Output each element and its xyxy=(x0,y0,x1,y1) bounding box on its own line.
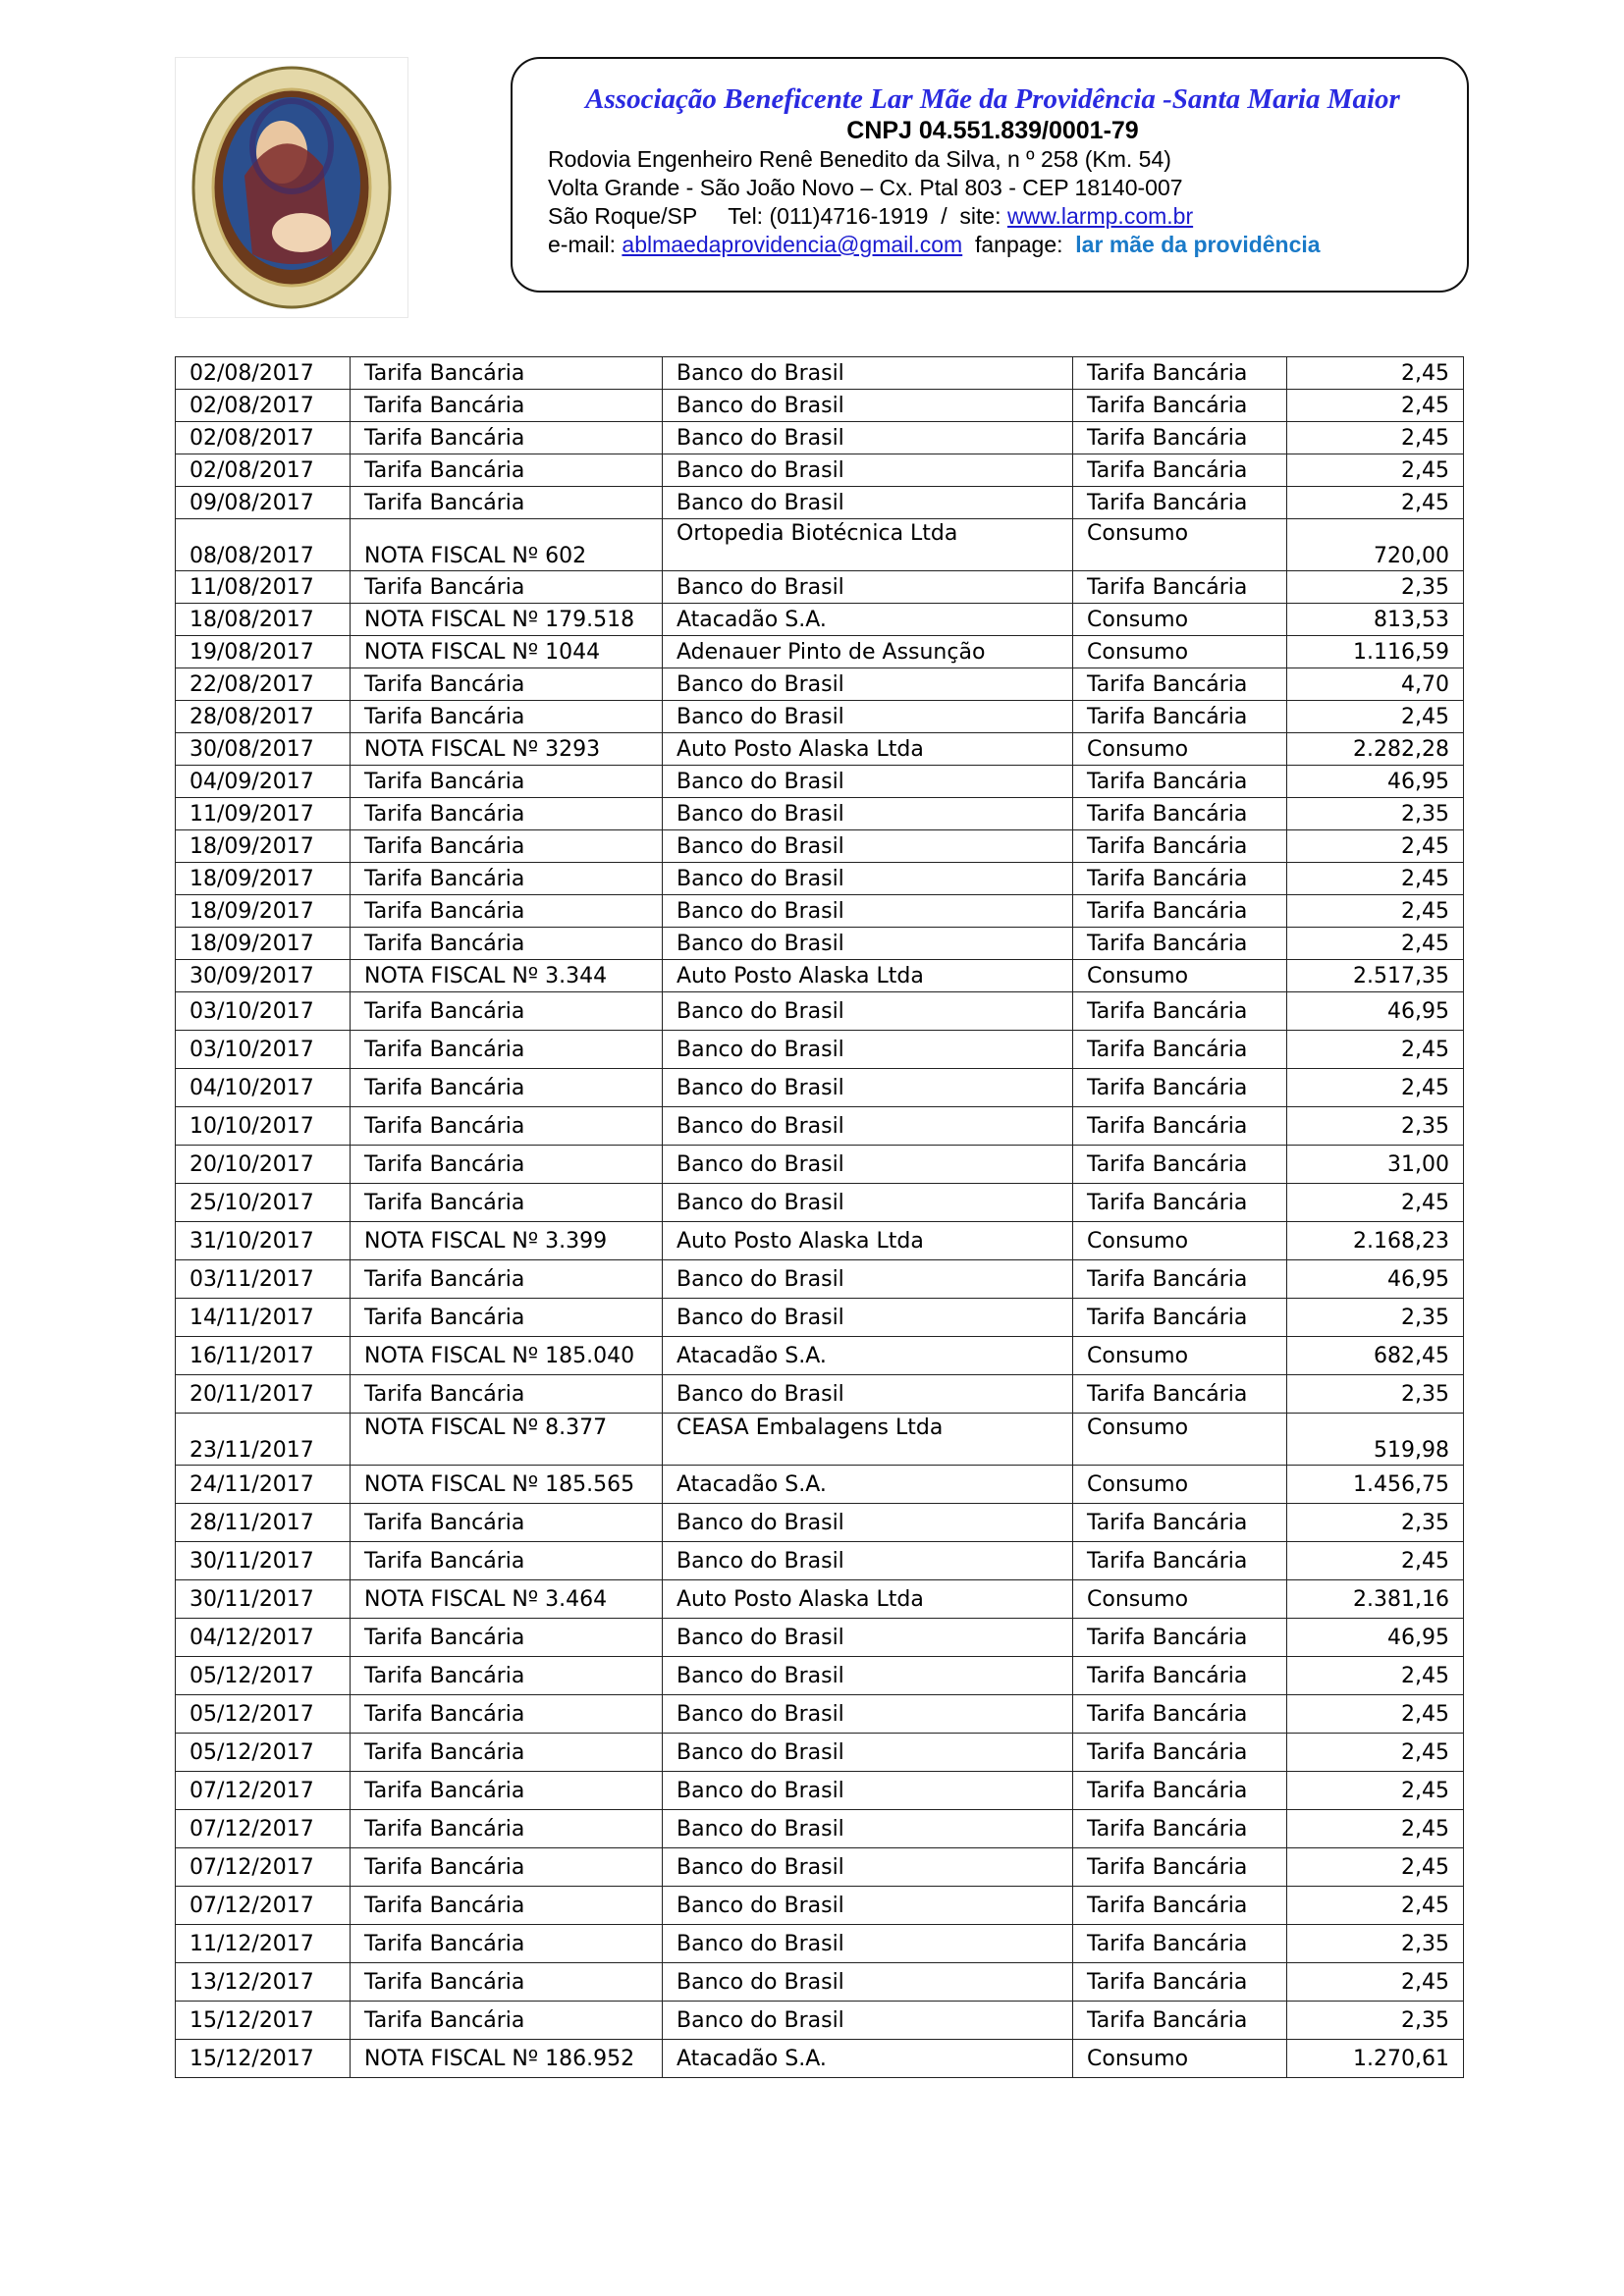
email-label: e-mail: xyxy=(548,232,623,257)
row-amount: 2,45 xyxy=(1287,1887,1464,1925)
row-document: Tarifa Bancária xyxy=(351,830,663,863)
row-date: 18/09/2017 xyxy=(176,863,351,895)
row-document: Tarifa Bancária xyxy=(351,422,663,454)
table-row xyxy=(176,487,1464,519)
row-category: Tarifa Bancária xyxy=(1073,1146,1287,1184)
row-category: Consumo xyxy=(1073,519,1287,571)
row-amount: 2,45 xyxy=(1287,1848,1464,1887)
row-party: Banco do Brasil xyxy=(663,798,1073,830)
table-row xyxy=(176,390,1464,422)
row-amount: 1.116,59 xyxy=(1287,636,1464,668)
row-category: Consumo xyxy=(1073,1337,1287,1375)
row-category: Consumo xyxy=(1073,604,1287,636)
table-row xyxy=(176,766,1464,798)
row-date: 03/10/2017 xyxy=(176,1031,351,1069)
row-document: Tarifa Bancária xyxy=(351,1504,663,1542)
row-document: Tarifa Bancária xyxy=(351,992,663,1031)
table-row xyxy=(176,1695,1464,1734)
row-date: 07/12/2017 xyxy=(176,1848,351,1887)
table-row xyxy=(176,636,1464,668)
row-party: Banco do Brasil xyxy=(663,1107,1073,1146)
row-party: Banco do Brasil xyxy=(663,1695,1073,1734)
row-party: Banco do Brasil xyxy=(663,487,1073,519)
table-row xyxy=(176,1963,1464,2002)
table-row xyxy=(176,422,1464,454)
row-document: Tarifa Bancária xyxy=(351,390,663,422)
table-row xyxy=(176,1657,1464,1695)
row-amount: 2,45 xyxy=(1287,1184,1464,1222)
row-date: 25/10/2017 xyxy=(176,1184,351,1222)
row-category: Tarifa Bancária xyxy=(1073,1299,1287,1337)
table-row xyxy=(176,733,1464,766)
row-date: 15/12/2017 xyxy=(176,2040,351,2078)
row-party: Banco do Brasil xyxy=(663,1963,1073,2002)
row-date: 30/11/2017 xyxy=(176,1580,351,1619)
row-party: Banco do Brasil xyxy=(663,1504,1073,1542)
table-row xyxy=(176,1810,1464,1848)
row-party: Banco do Brasil xyxy=(663,1184,1073,1222)
row-date: 11/12/2017 xyxy=(176,1925,351,1963)
table-row xyxy=(176,928,1464,960)
row-document: Tarifa Bancária xyxy=(351,1146,663,1184)
table-row xyxy=(176,1925,1464,1963)
row-date: 22/08/2017 xyxy=(176,668,351,701)
table-row xyxy=(176,1031,1464,1069)
row-date: 07/12/2017 xyxy=(176,1887,351,1925)
row-category: Tarifa Bancária xyxy=(1073,1619,1287,1657)
fanpage-name[interactable]: lar mãe da providência xyxy=(1075,232,1321,257)
row-category: Tarifa Bancária xyxy=(1073,1848,1287,1887)
table-row xyxy=(176,668,1464,701)
table-row xyxy=(176,1734,1464,1772)
row-amount: 2,45 xyxy=(1287,1810,1464,1848)
row-party: Banco do Brasil xyxy=(663,1734,1073,1772)
row-date: 04/12/2017 xyxy=(176,1619,351,1657)
row-category: Tarifa Bancária xyxy=(1073,928,1287,960)
row-party: Banco do Brasil xyxy=(663,2002,1073,2040)
row-category: Consumo xyxy=(1073,1222,1287,1260)
row-document: NOTA FISCAL Nº 602 xyxy=(351,519,663,571)
site-link[interactable]: www.larmp.com.br xyxy=(1006,203,1194,229)
row-party: Banco do Brasil xyxy=(663,1299,1073,1337)
row-document: Tarifa Bancária xyxy=(351,895,663,928)
table-row xyxy=(176,1375,1464,1414)
row-party: Auto Posto Alaska Ltda xyxy=(663,1580,1073,1619)
row-document: NOTA FISCAL Nº 3.464 xyxy=(351,1580,663,1619)
row-amount: 2,45 xyxy=(1287,1734,1464,1772)
organization-name: Associação Beneficente Lar Mãe da Providência -Santa Maria Maior xyxy=(585,83,1400,115)
row-amount: 2.381,16 xyxy=(1287,1580,1464,1619)
row-amount: 2,45 xyxy=(1287,487,1464,519)
row-amount: 2,35 xyxy=(1287,1107,1464,1146)
row-document: Tarifa Bancária xyxy=(351,1069,663,1107)
row-amount: 2,35 xyxy=(1287,798,1464,830)
table-row xyxy=(176,519,1464,571)
row-document: Tarifa Bancária xyxy=(351,1695,663,1734)
address-line-1: Rodovia Engenheiro Renê Benedito da Silva, n º 258 (Km. 54) xyxy=(548,146,1171,172)
row-category: Tarifa Bancária xyxy=(1073,830,1287,863)
row-amount: 2,45 xyxy=(1287,1963,1464,2002)
row-party: Banco do Brasil xyxy=(663,928,1073,960)
row-party: Banco do Brasil xyxy=(663,1619,1073,1657)
row-date: 18/09/2017 xyxy=(176,830,351,863)
row-category: Tarifa Bancária xyxy=(1073,390,1287,422)
row-category: Tarifa Bancária xyxy=(1073,1542,1287,1580)
row-document: NOTA FISCAL Nº 8.377 xyxy=(351,1414,663,1466)
row-date: 11/09/2017 xyxy=(176,798,351,830)
row-party: Banco do Brasil xyxy=(663,390,1073,422)
row-document: NOTA FISCAL Nº 3.399 xyxy=(351,1222,663,1260)
row-party: Banco do Brasil xyxy=(663,668,1073,701)
table-row xyxy=(176,1542,1464,1580)
row-party: Banco do Brasil xyxy=(663,1887,1073,1925)
row-category: Tarifa Bancária xyxy=(1073,422,1287,454)
row-amount: 2,35 xyxy=(1287,1925,1464,1963)
row-party: Banco do Brasil xyxy=(663,1031,1073,1069)
row-amount: 4,70 xyxy=(1287,668,1464,701)
row-date: 03/11/2017 xyxy=(176,1260,351,1299)
row-amount: 46,95 xyxy=(1287,766,1464,798)
table-row xyxy=(176,1887,1464,1925)
table-row xyxy=(176,798,1464,830)
row-date: 11/08/2017 xyxy=(176,571,351,604)
table-row xyxy=(176,1146,1464,1184)
row-document: Tarifa Bancária xyxy=(351,1299,663,1337)
row-party: Banco do Brasil xyxy=(663,1810,1073,1848)
row-document: NOTA FISCAL Nº 179.518 xyxy=(351,604,663,636)
table-row xyxy=(176,1772,1464,1810)
row-document: NOTA FISCAL Nº 186.952 xyxy=(351,2040,663,2078)
row-category: Tarifa Bancária xyxy=(1073,1695,1287,1734)
row-date: 07/12/2017 xyxy=(176,1772,351,1810)
row-document: Tarifa Bancária xyxy=(351,863,663,895)
row-category: Tarifa Bancária xyxy=(1073,766,1287,798)
row-party: Banco do Brasil xyxy=(663,1146,1073,1184)
row-party: Adenauer Pinto de Assunção xyxy=(663,636,1073,668)
row-amount: 46,95 xyxy=(1287,1619,1464,1657)
row-amount: 2,35 xyxy=(1287,571,1464,604)
row-amount: 2.168,23 xyxy=(1287,1222,1464,1260)
table-row xyxy=(176,1414,1464,1466)
row-document: Tarifa Bancária xyxy=(351,798,663,830)
expenses-table xyxy=(175,356,1464,2078)
row-amount: 2,45 xyxy=(1287,928,1464,960)
row-amount: 2,45 xyxy=(1287,422,1464,454)
row-category: Tarifa Bancária xyxy=(1073,487,1287,519)
row-document: Tarifa Bancária xyxy=(351,1925,663,1963)
row-party: Banco do Brasil xyxy=(663,1925,1073,1963)
expenses-table-body xyxy=(176,357,1464,2078)
row-document: Tarifa Bancária xyxy=(351,454,663,487)
row-category: Tarifa Bancária xyxy=(1073,701,1287,733)
table-row xyxy=(176,895,1464,928)
row-document: Tarifa Bancária xyxy=(351,1657,663,1695)
row-category: Tarifa Bancária xyxy=(1073,992,1287,1031)
row-date: 30/08/2017 xyxy=(176,733,351,766)
row-party: Banco do Brasil xyxy=(663,357,1073,390)
row-document: Tarifa Bancária xyxy=(351,1887,663,1925)
table-row xyxy=(176,863,1464,895)
row-amount: 519,98 xyxy=(1287,1414,1464,1466)
row-category: Tarifa Bancária xyxy=(1073,1657,1287,1695)
row-amount: 2,45 xyxy=(1287,454,1464,487)
table-row xyxy=(176,1069,1464,1107)
row-party: Atacadão S.A. xyxy=(663,1466,1073,1504)
row-category: Tarifa Bancária xyxy=(1073,454,1287,487)
table-row xyxy=(176,1107,1464,1146)
table-row xyxy=(176,1848,1464,1887)
table-row xyxy=(176,357,1464,390)
table-row xyxy=(176,1504,1464,1542)
row-amount: 2,45 xyxy=(1287,863,1464,895)
row-date: 04/10/2017 xyxy=(176,1069,351,1107)
table-row xyxy=(176,1222,1464,1260)
email-fanpage-line xyxy=(548,231,1437,259)
table-row xyxy=(176,830,1464,863)
header-letterhead xyxy=(511,57,1469,293)
row-document: Tarifa Bancária xyxy=(351,1031,663,1069)
row-category: Tarifa Bancária xyxy=(1073,798,1287,830)
row-amount: 2,45 xyxy=(1287,1031,1464,1069)
row-document: Tarifa Bancária xyxy=(351,701,663,733)
row-party: Banco do Brasil xyxy=(663,863,1073,895)
row-document: NOTA FISCAL Nº 185.040 xyxy=(351,1337,663,1375)
row-amount: 46,95 xyxy=(1287,1260,1464,1299)
row-category: Tarifa Bancária xyxy=(1073,1031,1287,1069)
table-row xyxy=(176,1337,1464,1375)
row-category: Tarifa Bancária xyxy=(1073,895,1287,928)
row-date: 14/11/2017 xyxy=(176,1299,351,1337)
row-party: Banco do Brasil xyxy=(663,1069,1073,1107)
row-date: 20/11/2017 xyxy=(176,1375,351,1414)
table-row xyxy=(176,1466,1464,1504)
row-amount: 2,45 xyxy=(1287,1695,1464,1734)
row-party: Banco do Brasil xyxy=(663,1542,1073,1580)
row-party: Banco do Brasil xyxy=(663,992,1073,1031)
row-document: Tarifa Bancária xyxy=(351,1107,663,1146)
row-document: Tarifa Bancária xyxy=(351,357,663,390)
row-amount: 2,45 xyxy=(1287,701,1464,733)
row-date: 19/08/2017 xyxy=(176,636,351,668)
table-row xyxy=(176,2040,1464,2078)
row-party: Banco do Brasil xyxy=(663,895,1073,928)
row-category: Consumo xyxy=(1073,636,1287,668)
table-row xyxy=(176,571,1464,604)
row-category: Consumo xyxy=(1073,1466,1287,1504)
city-phone-site-line xyxy=(548,202,1437,231)
row-category: Tarifa Bancária xyxy=(1073,1810,1287,1848)
row-party: Atacadão S.A. xyxy=(663,2040,1073,2078)
row-amount: 2,45 xyxy=(1287,357,1464,390)
table-row xyxy=(176,960,1464,992)
row-date: 23/11/2017 xyxy=(176,1414,351,1466)
row-party: Banco do Brasil xyxy=(663,766,1073,798)
row-category: Tarifa Bancária xyxy=(1073,668,1287,701)
row-amount: 1.456,75 xyxy=(1287,1466,1464,1504)
row-party: Banco do Brasil xyxy=(663,701,1073,733)
table-row xyxy=(176,2002,1464,2040)
table-row xyxy=(176,1184,1464,1222)
row-category: Consumo xyxy=(1073,733,1287,766)
row-amount: 2,45 xyxy=(1287,1657,1464,1695)
row-date: 03/10/2017 xyxy=(176,992,351,1031)
row-document: Tarifa Bancária xyxy=(351,1542,663,1580)
row-date: 18/09/2017 xyxy=(176,928,351,960)
row-document: Tarifa Bancária xyxy=(351,1772,663,1810)
row-document: Tarifa Bancária xyxy=(351,1260,663,1299)
row-category: Tarifa Bancária xyxy=(1073,1504,1287,1542)
row-category: Tarifa Bancária xyxy=(1073,1375,1287,1414)
row-document: NOTA FISCAL Nº 3293 xyxy=(351,733,663,766)
row-category: Tarifa Bancária xyxy=(1073,1260,1287,1299)
row-date: 18/09/2017 xyxy=(176,895,351,928)
row-party: Banco do Brasil xyxy=(663,454,1073,487)
fanpage-label: fanpage: xyxy=(962,232,1076,257)
row-date: 28/08/2017 xyxy=(176,701,351,733)
row-party: Banco do Brasil xyxy=(663,1848,1073,1887)
row-date: 05/12/2017 xyxy=(176,1657,351,1695)
row-document: Tarifa Bancária xyxy=(351,1375,663,1414)
table-row xyxy=(176,604,1464,636)
row-amount: 2,35 xyxy=(1287,1375,1464,1414)
row-category: Tarifa Bancária xyxy=(1073,1925,1287,1963)
row-amount: 720,00 xyxy=(1287,519,1464,571)
row-party: Banco do Brasil xyxy=(663,1657,1073,1695)
row-category: Tarifa Bancária xyxy=(1073,1069,1287,1107)
row-party: Banco do Brasil xyxy=(663,1260,1073,1299)
row-party: Atacadão S.A. xyxy=(663,1337,1073,1375)
row-category: Tarifa Bancária xyxy=(1073,1184,1287,1222)
address-line-2: Volta Grande - São João Novo – Cx. Ptal 803 - CEP 18140-007 xyxy=(548,175,1183,200)
row-category: Consumo xyxy=(1073,960,1287,992)
row-party: Auto Posto Alaska Ltda xyxy=(663,733,1073,766)
row-date: 02/08/2017 xyxy=(176,454,351,487)
row-amount: 2,35 xyxy=(1287,1504,1464,1542)
row-amount: 31,00 xyxy=(1287,1146,1464,1184)
row-date: 24/11/2017 xyxy=(176,1466,351,1504)
row-party: Atacadão S.A. xyxy=(663,604,1073,636)
row-amount: 2,45 xyxy=(1287,390,1464,422)
row-party: Banco do Brasil xyxy=(663,1375,1073,1414)
row-date: 16/11/2017 xyxy=(176,1337,351,1375)
row-amount: 2.517,35 xyxy=(1287,960,1464,992)
row-document: Tarifa Bancária xyxy=(351,1848,663,1887)
row-date: 30/11/2017 xyxy=(176,1542,351,1580)
row-date: 09/08/2017 xyxy=(176,487,351,519)
table-row xyxy=(176,1299,1464,1337)
row-date: 31/10/2017 xyxy=(176,1222,351,1260)
row-category: Tarifa Bancária xyxy=(1073,1107,1287,1146)
row-amount: 2,45 xyxy=(1287,1542,1464,1580)
row-amount: 2,35 xyxy=(1287,1299,1464,1337)
row-document: Tarifa Bancária xyxy=(351,571,663,604)
row-document: Tarifa Bancária xyxy=(351,1184,663,1222)
table-row xyxy=(176,1619,1464,1657)
row-party: CEASA Embalagens Ltda xyxy=(663,1414,1073,1466)
row-party: Ortopedia Biotécnica Ltda xyxy=(663,519,1073,571)
row-date: 02/08/2017 xyxy=(176,422,351,454)
table-row xyxy=(176,454,1464,487)
row-amount: 813,53 xyxy=(1287,604,1464,636)
row-category: Consumo xyxy=(1073,1580,1287,1619)
row-party: Banco do Brasil xyxy=(663,422,1073,454)
row-party: Auto Posto Alaska Ltda xyxy=(663,960,1073,992)
row-document: Tarifa Bancária xyxy=(351,2002,663,2040)
table-row xyxy=(176,701,1464,733)
email-link[interactable]: ablmaedaprovidencia@gmail.com xyxy=(622,232,963,257)
row-category: Tarifa Bancária xyxy=(1073,357,1287,390)
row-date: 28/11/2017 xyxy=(176,1504,351,1542)
row-category: Tarifa Bancária xyxy=(1073,1734,1287,1772)
row-party: Banco do Brasil xyxy=(663,571,1073,604)
row-party: Banco do Brasil xyxy=(663,830,1073,863)
row-amount: 2,45 xyxy=(1287,1069,1464,1107)
row-date: 30/09/2017 xyxy=(176,960,351,992)
row-date: 18/08/2017 xyxy=(176,604,351,636)
table-row xyxy=(176,1260,1464,1299)
row-date: 08/08/2017 xyxy=(176,519,351,571)
row-document: Tarifa Bancária xyxy=(351,1810,663,1848)
row-date: 05/12/2017 xyxy=(176,1734,351,1772)
row-category: Tarifa Bancária xyxy=(1073,1887,1287,1925)
city-phone-text: São Roque/SP Tel: (011)4716-1919 / site: xyxy=(548,203,1007,229)
row-date: 02/08/2017 xyxy=(176,357,351,390)
organization-logo xyxy=(175,57,408,318)
table-row xyxy=(176,1580,1464,1619)
row-date: 20/10/2017 xyxy=(176,1146,351,1184)
row-party: Auto Posto Alaska Ltda xyxy=(663,1222,1073,1260)
cnpj-number: CNPJ 04.551.839/0001-79 xyxy=(846,117,1139,144)
row-amount: 46,95 xyxy=(1287,992,1464,1031)
row-category: Tarifa Bancária xyxy=(1073,1963,1287,2002)
row-category: Tarifa Bancária xyxy=(1073,2002,1287,2040)
table-row xyxy=(176,992,1464,1031)
logo-medallion-image xyxy=(176,58,407,317)
row-document: NOTA FISCAL Nº 185.565 xyxy=(351,1466,663,1504)
row-amount: 2,35 xyxy=(1287,2002,1464,2040)
row-category: Tarifa Bancária xyxy=(1073,863,1287,895)
row-amount: 682,45 xyxy=(1287,1337,1464,1375)
row-category: Tarifa Bancária xyxy=(1073,1772,1287,1810)
row-category: Tarifa Bancária xyxy=(1073,571,1287,604)
row-document: NOTA FISCAL Nº 3.344 xyxy=(351,960,663,992)
row-document: NOTA FISCAL Nº 1044 xyxy=(351,636,663,668)
row-document: Tarifa Bancária xyxy=(351,1734,663,1772)
row-document: Tarifa Bancária xyxy=(351,668,663,701)
row-document: Tarifa Bancária xyxy=(351,1619,663,1657)
row-category: Consumo xyxy=(1073,1414,1287,1466)
row-document: Tarifa Bancária xyxy=(351,1963,663,2002)
row-amount: 1.270,61 xyxy=(1287,2040,1464,2078)
row-amount: 2,45 xyxy=(1287,1772,1464,1810)
row-amount: 2.282,28 xyxy=(1287,733,1464,766)
row-date: 15/12/2017 xyxy=(176,2002,351,2040)
row-date: 04/09/2017 xyxy=(176,766,351,798)
row-date: 05/12/2017 xyxy=(176,1695,351,1734)
row-document: Tarifa Bancária xyxy=(351,766,663,798)
row-date: 07/12/2017 xyxy=(176,1810,351,1848)
row-date: 10/10/2017 xyxy=(176,1107,351,1146)
row-party: Banco do Brasil xyxy=(663,1772,1073,1810)
row-amount: 2,45 xyxy=(1287,830,1464,863)
row-document: Tarifa Bancária xyxy=(351,928,663,960)
row-category: Consumo xyxy=(1073,2040,1287,2078)
row-document: Tarifa Bancária xyxy=(351,487,663,519)
row-date: 02/08/2017 xyxy=(176,390,351,422)
row-date: 13/12/2017 xyxy=(176,1963,351,2002)
row-amount: 2,45 xyxy=(1287,895,1464,928)
